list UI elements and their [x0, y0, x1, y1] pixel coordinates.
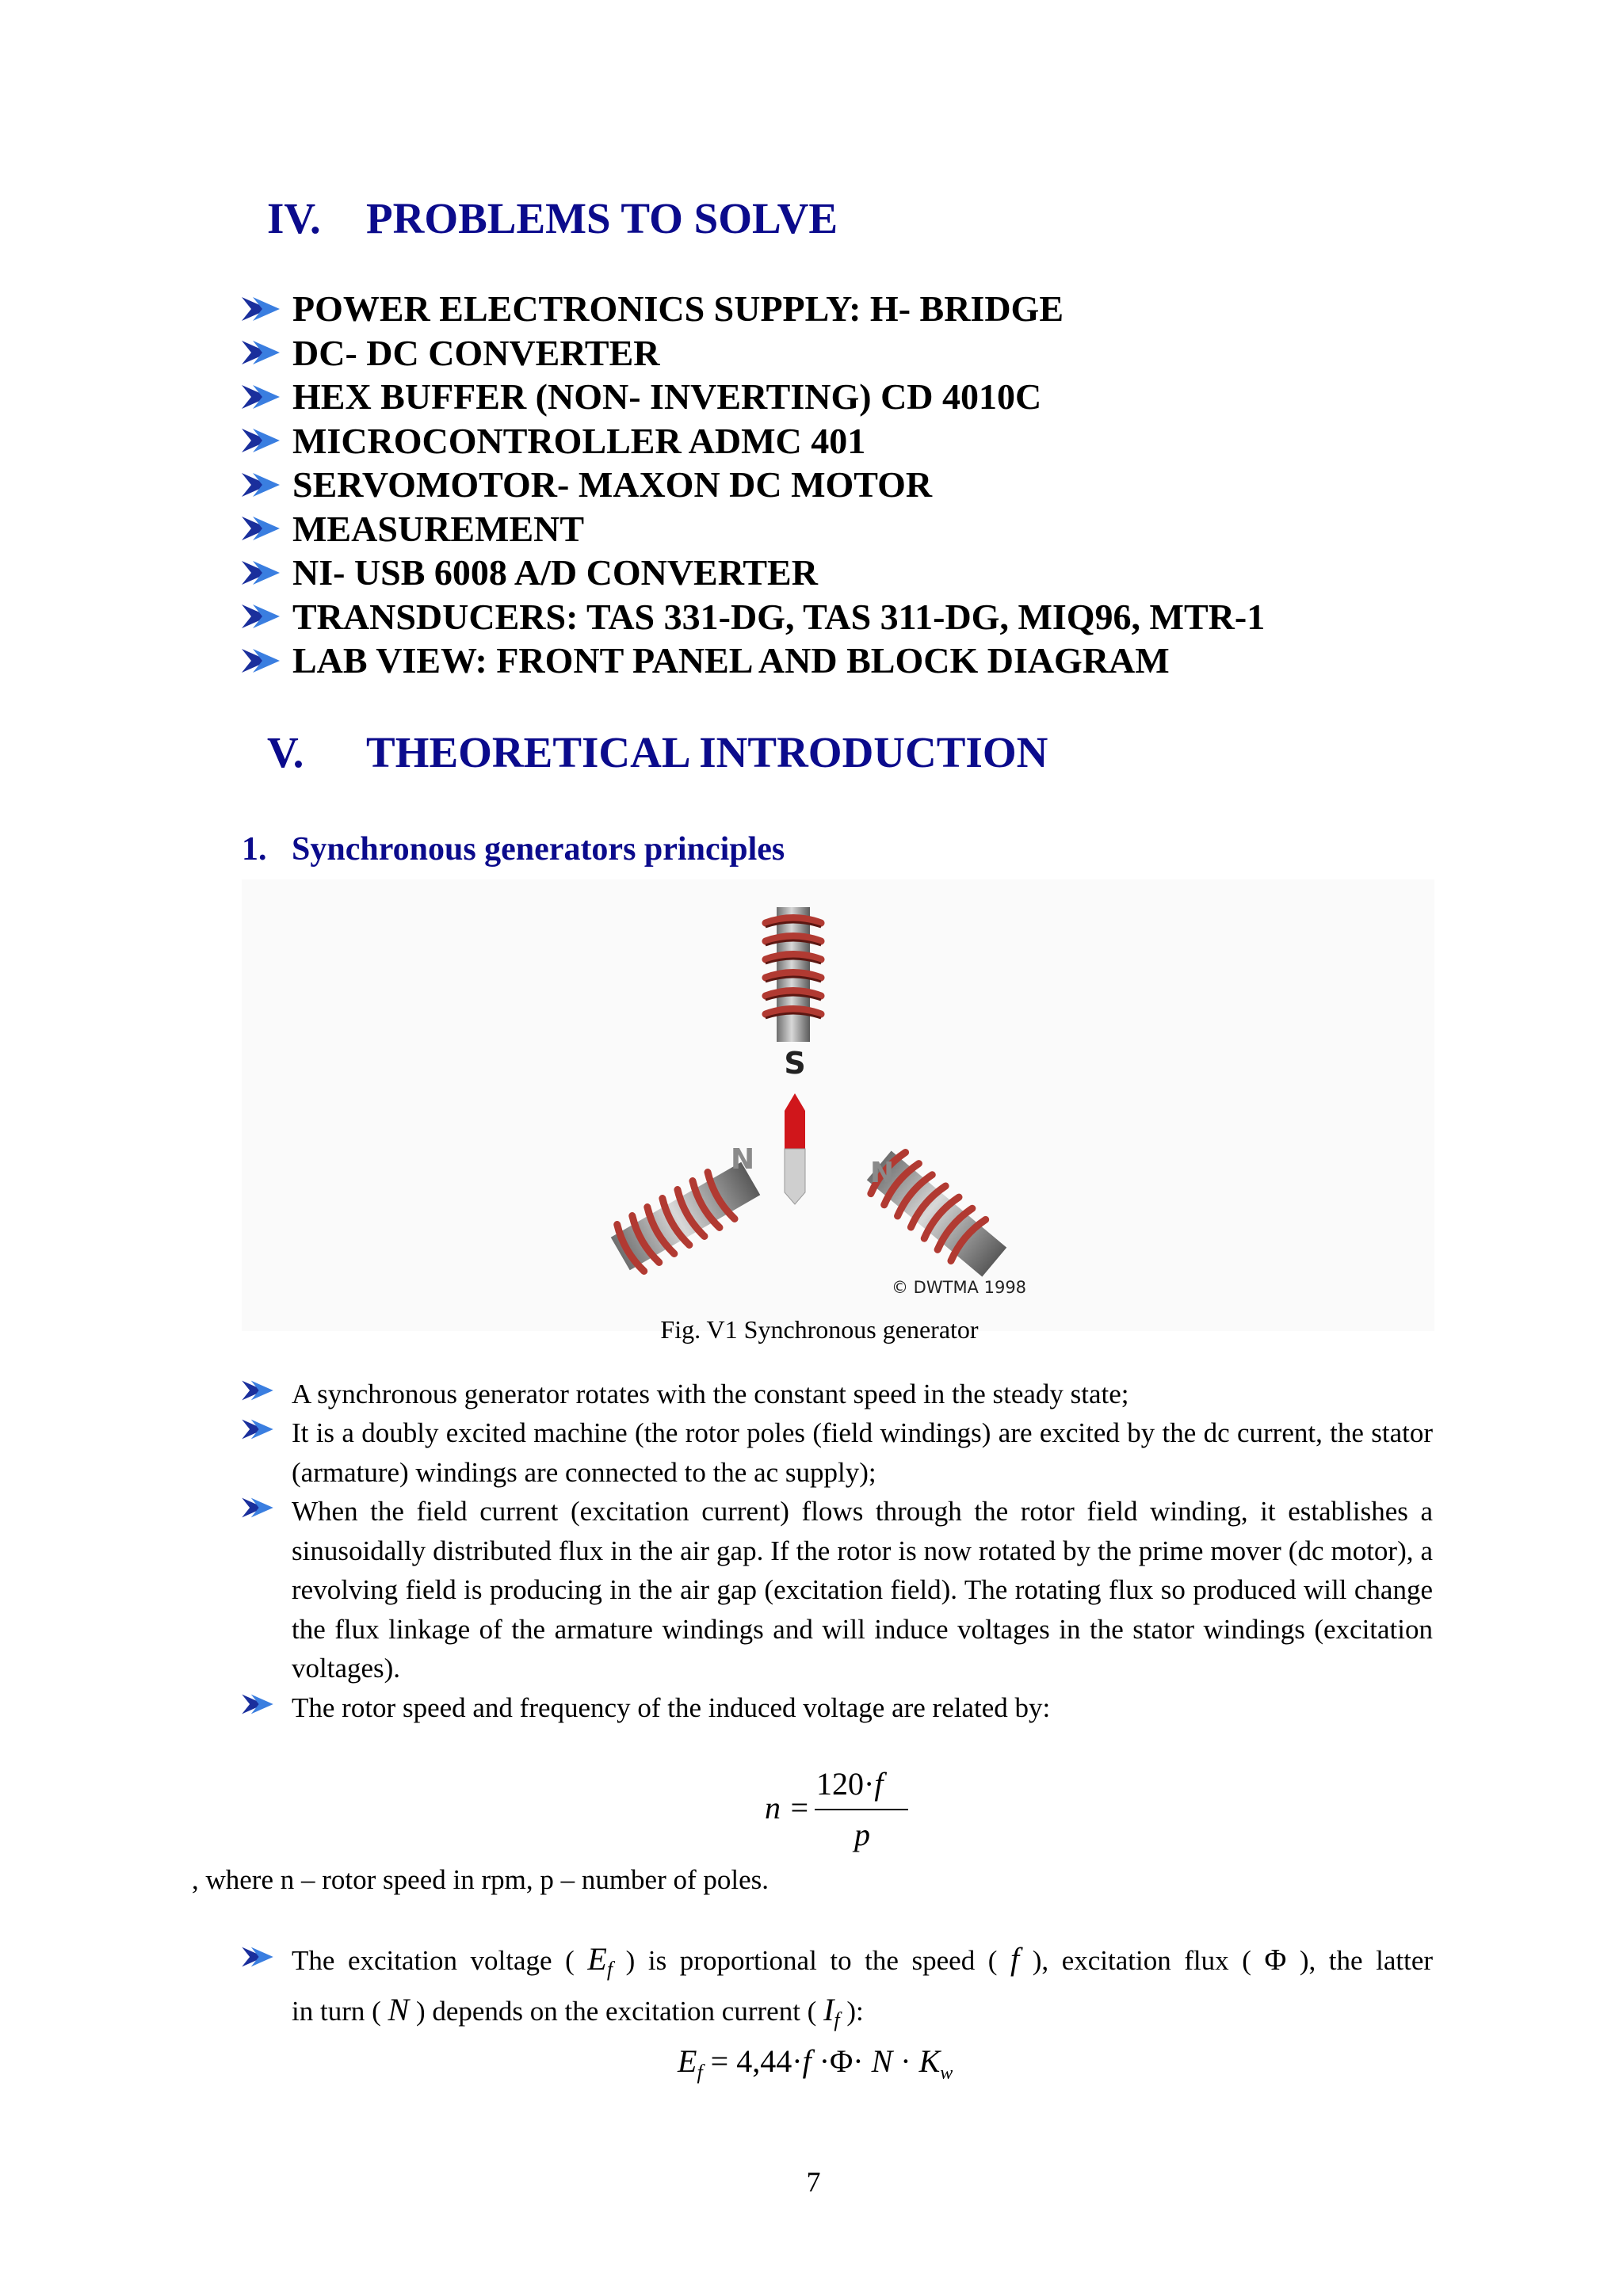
- arrow-bullet-icon: [242, 383, 280, 410]
- paragraph-2: It is a doubly excited machine (the rotor poles (field windings) are excited by the dc current, the stator (armature) windings are connected to the ac supply);: [292, 1417, 1433, 1488]
- list-item: NI- USB 6008 A/D CONVERTER: [242, 551, 1265, 595]
- subsection-number: 1.: [242, 831, 267, 868]
- paragraph-6: The excitation voltage ( $E_f$ ) is proportional to the speed ( f ), excitation flux ( Φ ), the latter: [292, 1941, 1434, 1981]
- arrow-bullet-icon: [242, 471, 280, 498]
- section-4-number: IV.: [267, 194, 321, 242]
- arrow-bullet-icon: [242, 647, 280, 674]
- section-4-title: PROBLEMS TO SOLVE: [366, 194, 838, 242]
- problems-list: [242, 287, 1265, 683]
- formula-excitation-voltage: $E_f = 4,44\cdot f \cdot\Phi\cdot N \cdot K_w$: [678, 2043, 953, 2084]
- paragraph-4: The rotor speed and frequency of the induced voltage are related by:: [292, 1692, 1051, 1723]
- arrow-bullet-icon: [242, 515, 280, 542]
- arrow-bullet-icon: [242, 559, 280, 586]
- paragraph-7: in turn ( N ) depends on the excitation current ( $I_f$ ):: [292, 1992, 864, 2031]
- paragraph-3: When the field current (excitation current) flows through the rotor field winding, it establishes a sinusoidally distributed flux in the air gap. If the rotor is now rotated by the prime mover (dc motor), a revolving field is producing in the air gap (excitation field). The rotating flux so produced will change the flux linkage of the armature windings and will induce voltages in the stator windings (excitation voltages).: [292, 1496, 1433, 1684]
- list-item: MICROCONTROLLER ADMC 401: [242, 419, 1265, 463]
- list-item: SERVOMOTOR- MAXON DC MOTOR: [242, 463, 1265, 507]
- copyright-label: © DWTMA 1998: [892, 1278, 1027, 1297]
- arrow-bullet-icon: [242, 603, 280, 630]
- list-item: MEASUREMENT: [242, 507, 1265, 551]
- arrow-bullet-icon: [242, 1379, 273, 1402]
- section-5-title: THEORETICAL INTRODUCTION: [366, 728, 1048, 776]
- s-pole-label: S: [784, 1046, 806, 1081]
- arrow-bullet-icon: [242, 1497, 273, 1519]
- n-pole-right-label: N: [870, 1157, 895, 1189]
- formula-n-lhs: n =: [765, 1790, 810, 1825]
- subsection-title: Synchronous generators principles: [292, 831, 785, 868]
- list-item: DC- DC CONVERTER: [242, 331, 1265, 376]
- synchronous-generator-figure: [555, 895, 1078, 1307]
- arrow-bullet-icon: [242, 1946, 273, 1968]
- top-stator-coil: [766, 907, 821, 1042]
- paragraph-1: A synchronous generator rotates with the constant speed in the steady state;: [292, 1379, 1129, 1409]
- list-item: POWER ELECTRONICS SUPPLY: H- BRIDGE: [242, 287, 1265, 331]
- list-item: HEX BUFFER (NON- INVERTING) CD 4010C: [242, 375, 1265, 419]
- arrow-bullet-icon: [242, 1418, 273, 1440]
- where-text: , where n – rotor speed in rpm, p – number of poles.: [192, 1864, 769, 1895]
- formula-n-numerator: 120·f: [816, 1766, 884, 1802]
- list-item: LAB VIEW: FRONT PANEL AND BLOCK DIAGRAM: [242, 639, 1265, 683]
- page-number: 7: [806, 2166, 821, 2198]
- figure-caption: Fig. V1 Synchronous generator: [660, 1315, 979, 1344]
- list-item: TRANSDUCERS: TAS 331-DG, TAS 311-DG, MIQ96, MTR-1: [242, 595, 1265, 639]
- arrow-bullet-icon: [242, 1693, 273, 1715]
- n-pole-left-label: N: [731, 1143, 755, 1176]
- arrow-bullet-icon: [242, 339, 280, 366]
- section-5-number: V.: [267, 728, 304, 776]
- arrow-bullet-icon: [242, 427, 280, 454]
- formula-n-denominator: p: [854, 1817, 870, 1852]
- arrow-bullet-icon: [242, 296, 280, 322]
- fraction-bar: [815, 1809, 908, 1810]
- rotor-needle: [785, 1093, 805, 1204]
